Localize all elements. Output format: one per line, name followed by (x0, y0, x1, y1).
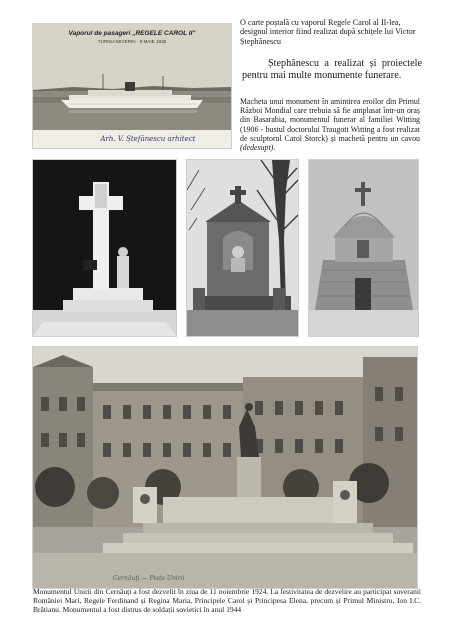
photo-imprint: Cernăuți — Piața Unirii (113, 575, 185, 582)
model-caption-text: Macheta unui monument în amintirea eroilor din Primul Război Mondial care trebuia să fie amplasat într-un oraș din Basarabia, monumentul funerar al familiei Witting (1906 - bustul doctorului Traugott Witting a fost realizat de sculptorul Carol Storck) și machetă pentru un cavou (240, 97, 420, 143)
funerary-note (242, 58, 422, 81)
funerary-note-text: Ștephănescu a realizat și proiectele pentru mai multe monumente funerare. (242, 58, 422, 81)
model-caption-em: (dedesupt) (240, 143, 274, 153)
postcard-subtitle: TURNU-SEVERIN · 9 MAIE 1935 (97, 39, 167, 44)
model-caption: Macheta unui monument în amintirea eroilor din Primul Război Mondial care trebuia să fie amplasat într-un oraș din Basarabia, monumentul funerar al familiei Witting (1906 - bustul doctorului Traugott Witting a fost realizat de sculptorul Carol Storck) și machetă pentru un cavou (dedesupt). (240, 97, 420, 153)
witting-tomb-photo (187, 160, 298, 336)
crypt-model-photo (309, 160, 418, 336)
postcard-caption: O carte poștală cu vaporul Regele Carol al II-lea, designul interior fiind realizat după schițele lui Victor Ștephănescu (240, 18, 416, 46)
postcard-signature: Arh. V. Ștefănescu arhitect (100, 135, 196, 143)
union-monument-caption: Monumentul Unirii din Cernăuți a fost dezvelit în ziua de 11 noiembrie 1924. La festivitatea de dezvelire au participat suveranii României Mari, Regele Ferdinand și Regina Maria, Principele Carol și Principesa Elena, precum și Primul Ministru, Ion I.C. Brătianu. Monumentul a fost distrus de soldații sovietici în anul 1944 (33, 587, 421, 614)
war-memorial-model-photo (33, 160, 176, 336)
postcard-photo (33, 24, 231, 148)
union-monument-photo (33, 347, 417, 588)
postcard-title: Vaporul de pasageri „REGELE CAROL II" (68, 30, 196, 37)
